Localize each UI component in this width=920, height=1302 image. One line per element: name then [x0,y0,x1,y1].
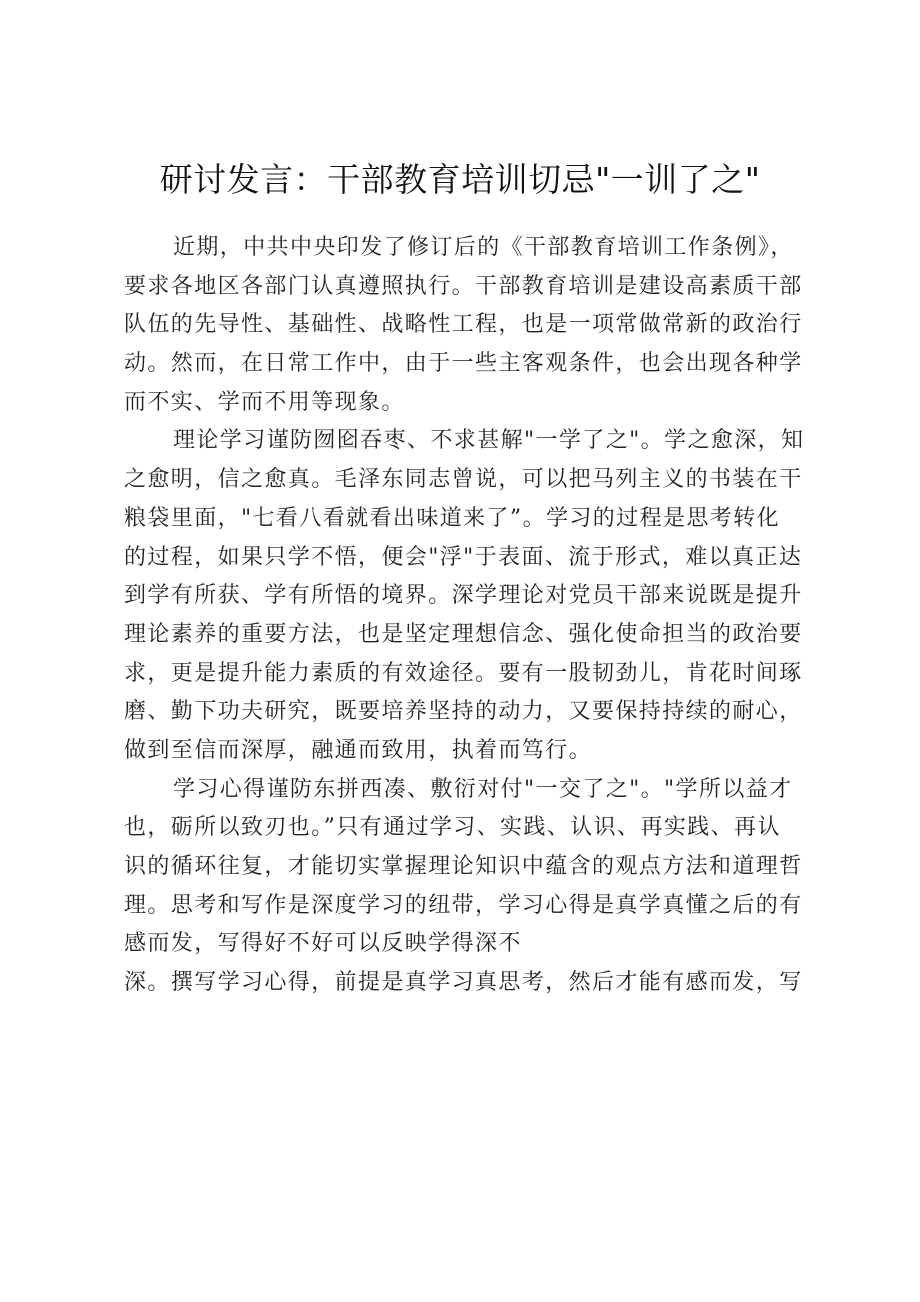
body-text-line: 近期，中共中央印发了修订后的《干部教育培训工作条例》， [173,235,794,260]
body-text-line: 识的循环往复，才能切实掌握理论知识中蕴含的观点方法和道理哲 [124,854,803,879]
body-text-line: 理论素养的重要方法，也是坚定理想信念、强化使命担当的政治要 [124,621,803,647]
body-text-line: 磨、勤下功夫研究，既要培养坚持的动力，又要保持持续的耐心， [124,699,803,725]
body-text-line: 感而发，写得好不好可以反映学得深不 [124,931,522,957]
body-text-line: 要求各地区各部门认真遵照执行。干部教育培训是建设高素质干部 [124,273,803,299]
body-text-line: 学习心得谨防东拼西凑、敷衍对付"一交了之"。"学所以益才 [173,776,793,802]
body-text-line: 求，更是提升能力素质的有效途径。要有一股韧劲儿，肯花时间琢 [124,660,803,686]
body-text-line: 到学有所获、学有所悟的境界。深学理论对党员干部来说既是提升 [124,583,803,609]
body-text-line: 理论学习谨防囫囵吞枣、不求甚解"一学了之"。学之愈深，知 [173,428,805,454]
body-text-line: 理。思考和写作是深度学习的纽带，学习心得是真学真懂之后的有 [124,892,803,918]
document-body [124,229,805,1003]
body-text-line: 动。然而，在日常工作中，由于一些主客观条件，也会出现各种学 [124,351,803,377]
body-text-line: 之愈明，信之愈真。毛泽东同志曾说，可以把马列主义的书装在干 [124,467,803,493]
body-text-line: 粮袋里面，"七看八看就看出味道来了”。学习的过程是思考转化 [124,505,780,531]
body-text-line: 的过程，如果只学不悟，便会"浮"于表面、流于形式，难以真正达 [124,544,803,570]
body-text-line: 而不实、学而不用等现象。 [124,389,405,415]
body-text-line: 队伍的先导性、基础性、战略性工程，也是一项常做常新的政治行 [124,312,803,338]
body-text-line: 做到至信而深厚，融通而致用，执着而笃行。 [124,737,593,763]
body-text-line: 深。撰写学习心得，前提是真学习真思考，然后才能有感而发，写 [124,970,803,996]
body-text-line: 也，砺所以致刃也。”只有通过学习、实践、认识、再实践、再认 [124,815,781,841]
document-title: 研讨发言：干部教育培训切忌"一训了之" [159,160,761,199]
